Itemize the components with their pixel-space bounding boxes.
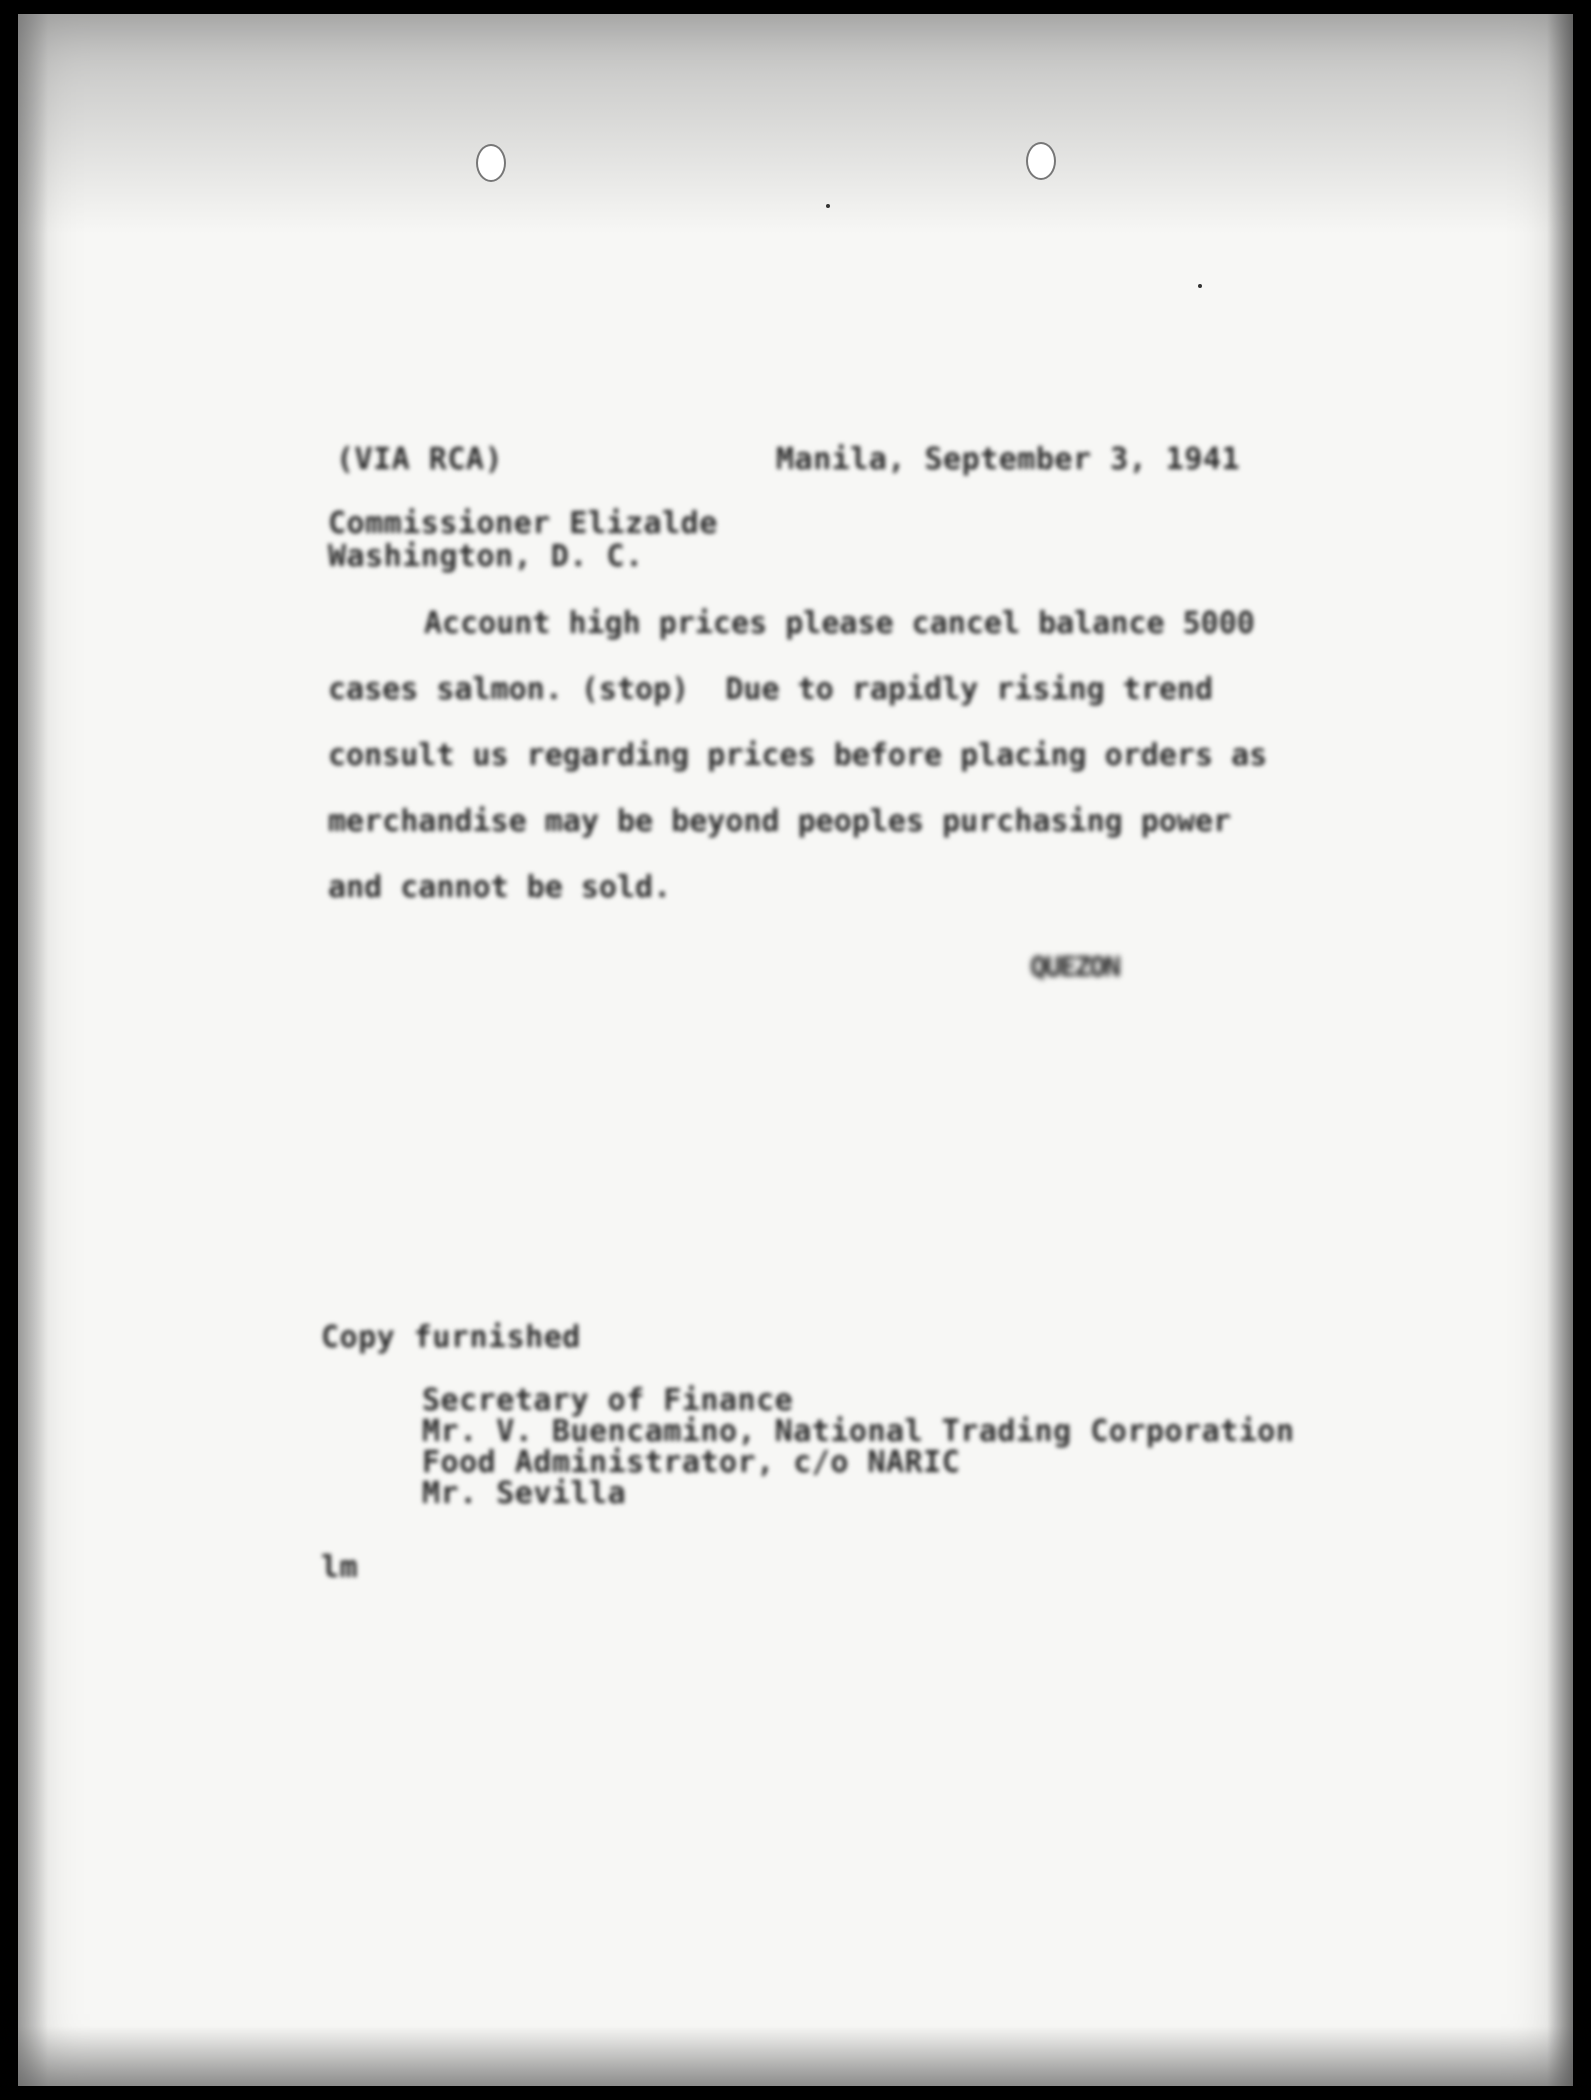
scan-speck [1198,284,1202,288]
signature: QUEZON [1030,950,1120,983]
typist-initials: lm [321,1550,359,1585]
place-date: Manila, September 3, 1941 [776,442,1241,477]
scan-shadow-left [18,14,48,2086]
copy-furnished-heading: Copy furnished [321,1320,581,1355]
body-line-5: and cannot be sold. [328,870,672,905]
copy-recipient-2: Mr. V. Buencamino, National Trading Corporation [422,1414,1295,1449]
punch-hole-left [476,144,506,182]
transmission-note: (VIA RCA) [336,442,504,477]
recipient-location: Washington, D. C. [328,539,644,574]
copy-recipient-1: Secretary of Finance [422,1383,794,1418]
body-line-4: merchandise may be beyond peoples purchasing power [328,804,1232,839]
body-line-2: cases salmon. (stop) Due to rapidly rising trend [328,672,1214,707]
copy-recipient-4: Mr. Sevilla [422,1476,627,1511]
punch-hole-right [1026,142,1056,180]
scan-shadow-right [1547,14,1573,2086]
body-line-3: consult us regarding prices before placing orders as [328,738,1268,773]
copy-recipient-3: Food Administrator, c/o NARIC [422,1445,961,1480]
body-line-1: Account high prices please cancel balance 5000 [424,606,1255,641]
scan-speck [826,204,830,208]
document-page [18,14,1573,2086]
recipient-name: Commissioner Elizalde [328,506,718,541]
